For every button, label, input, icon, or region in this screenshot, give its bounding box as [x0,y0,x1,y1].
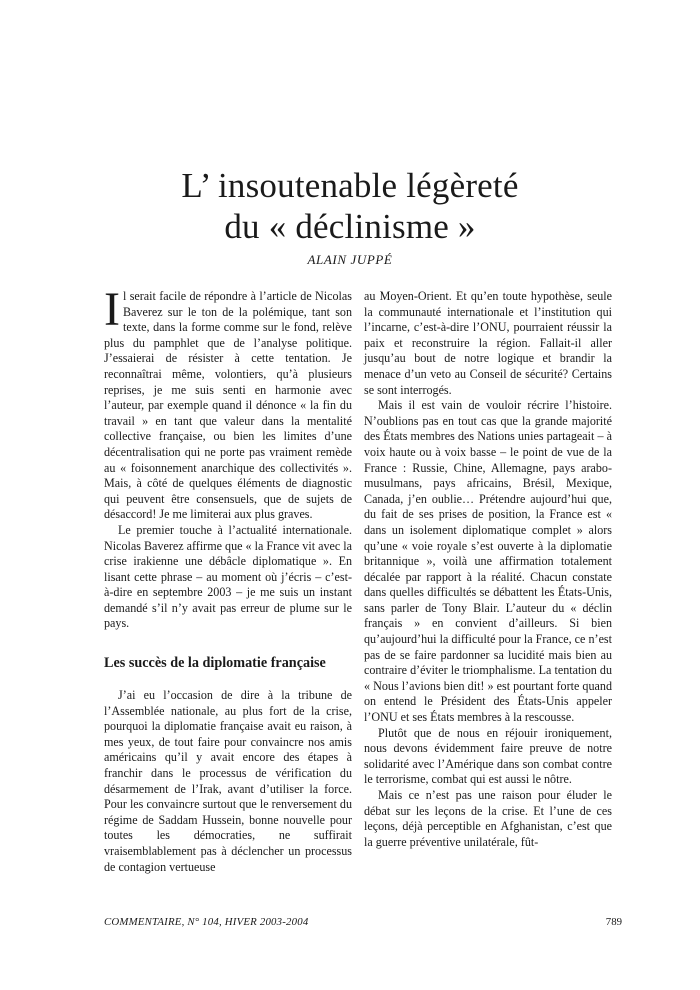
drop-cap: I [104,283,120,336]
paragraph: Mais il est vain de vouloir récrire l’histoire. N’oublions pas en tout cas que la grande majorité des États membres des Nations unies partageait – à voix haute ou à voix basse – le point de vue de la France : Russie, Chine, Allemagne, pays arabo-musulmans, pays africains, Brésil, Mexique, Canada, j’en oublie… Prétendre aujourd’hui que, du fait de ses prises de position, la France est « dans un isolement diplomatique complet » alors qu’une « voie royale s’est ouverte à la diplomatie britannique », voilà une affirmation totalement décalée par rapport à la réalité. Chacun constate dans quelles difficultés se débattent les États-Unis, sans parler de Tony Blair. L’auteur du « déclin français » en convient d’ailleurs. Si bien qu’aujourd’hui la difficulté pour la France, ce n’est pas de se faire pardonner sa lucidité mais bien au contraire d’éviter le triomphalisme. La tentation du « Nous l’avions bien dit! » est pourtant forte quand on entend le Président des États-Unis appeler l’ONU et ses États membres à la rescousse. [364,398,612,725]
paragraph: Mais ce n’est pas une raison pour éluder le débat sur les leçons de la crise. Et l’une de ces leçons, déjà perceptible en Afghanistan, c’est que la guerre préventive unilatérale, fût- [364,788,612,849]
title-line-1: L’ insoutenable légèreté [181,166,519,206]
section-heading: Les succès de la diplomatie française [104,655,326,672]
page-number: 789 [605,916,622,928]
right-column [364,289,612,850]
paragraph [104,283,352,523]
article-title [0,165,700,247]
paragraph: J’ai eu l’occasion de dire à la tribune de l’Assemblée nationale, au plus fort de la crise, pourquoi la diplomatie française avait eu raison, à mes yeux, de tout faire pour convaincre nos amis américains qu’il y avait encore des étapes à franchir dans le processus de vérification du désarmement de l’Irak, avant d’utiliser la force. Pour les convaincre surtout que le renversement du régime de Saddam Hussein, bonne nouvelle pour toutes les démocraties, ne suffirait vraisemblablement pas à déclencher un processus de contagion vertueuse [104,688,352,874]
title-line-2: du « déclinisme » [224,207,476,247]
paragraph: Plutôt que de nous en réjouir ironiquement, nous devons évidemment faire preuve de notre solidarité avec l’Amérique dans son combat contre le terrorisme, combat qui est aussi le nôtre. [364,725,612,787]
left-column [104,283,352,875]
paragraph-text: l serait facile de répondre à l’article de Nicolas Baverez sur le ton de la polémique, tant son texte, dans la forme comme sur le fond, relève plus du pamphlet que de l’analyse politique. J’essaierai de résister à cette tentation. Je reconnaîtrai même, volontiers, qu’à plusieurs reprises, je me suis senti en harmonie avec l’auteur, par exemple quand il dénonce « la fin du travail » en tant que valeur dans la mentalité collective française, ou bien les limites d’une décentralisation qui ne porte pas vraiment remède au « foisonnement anarchique des collectivités ». Mais, à côté de quelques éléments de diagnostic qui peuvent être consensuels, que de sujets de désaccord! Je me limiterai aux plus graves. [104,289,352,522]
author-name: ALAIN JUPPÉ [307,252,393,267]
paragraph: au Moyen-Orient. Et qu’en toute hypothèse, seule la communauté internationale et l’institution qui l’incarne, c’est-à-dire l’ONU, pourraient réussir la paix et reconstruire la région. Fallait-il aller jusqu’au bout de notre logique et brandir la menace d’un veto au Conseil de sécurité? Certains se sont interrogés. [364,289,612,397]
journal-reference: COMMENTAIRE, N° 104, HIVER 2003-2004 [104,916,309,928]
paragraph: Le premier touche à l’actualité internationale. Nicolas Baverez affirme que « la France vit avec la crise irakienne une débâcle diplomatique ». En lisant cette phrase – au moment où j’écris – c’est-à-dire en septembre 2003 – je me suis un instant demandé s’il n’y avait pas erreur de plume sur le pays. [104,522,352,631]
